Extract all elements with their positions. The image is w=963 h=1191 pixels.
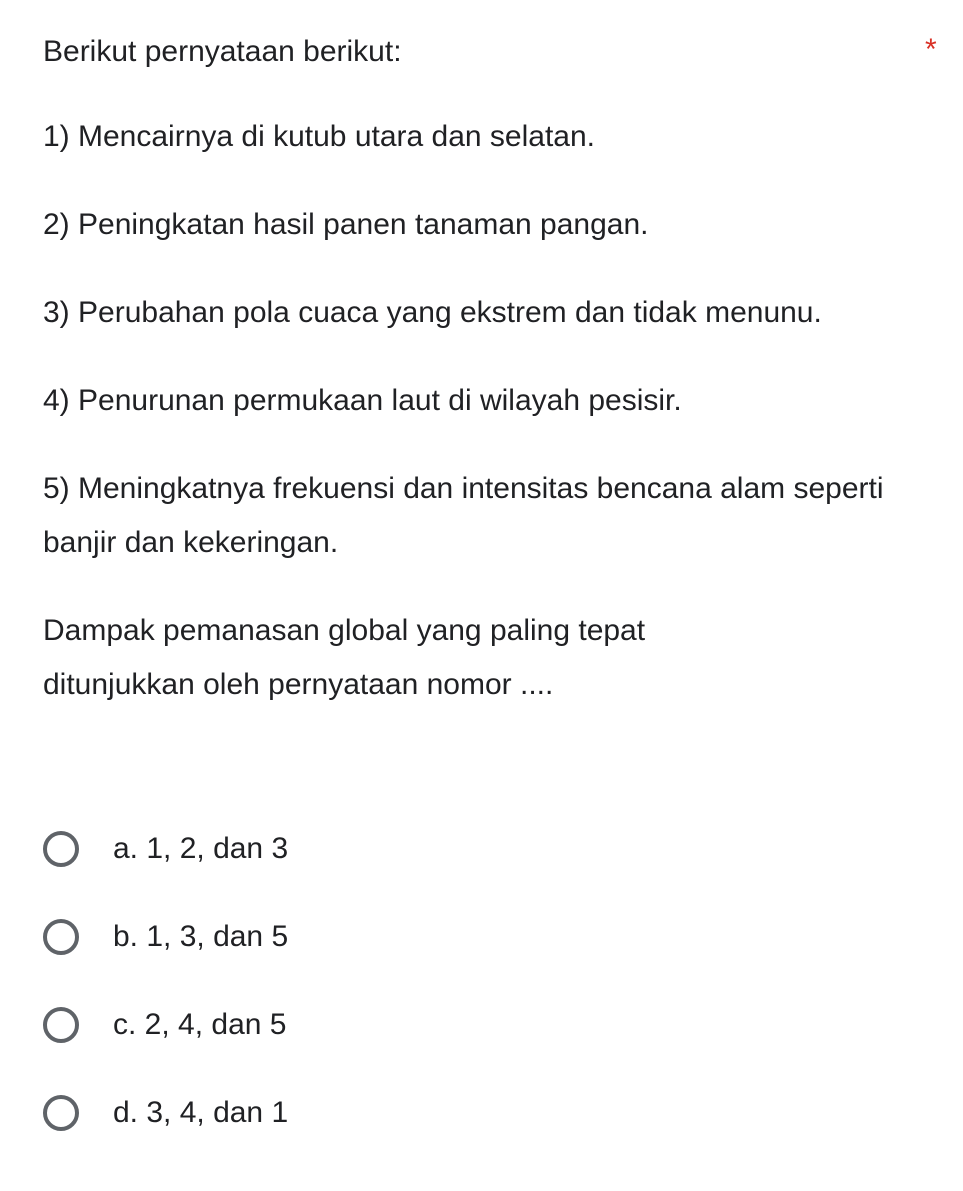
option-label: a. 1, 2, dan 3	[113, 832, 289, 865]
statement-2: 2) Peningkatan hasil panen tanaman pangan.	[43, 208, 649, 241]
option-b[interactable]	[43, 910, 923, 964]
radio-circle-icon[interactable]	[43, 1095, 79, 1131]
statement-1: 1) Mencairnya di kutub utara dan selatan.	[43, 120, 595, 153]
radio-circle-icon[interactable]	[43, 919, 79, 955]
option-label: d. 3, 4, dan 1	[113, 1096, 289, 1129]
option-d[interactable]	[43, 1086, 923, 1140]
radio-circle-icon[interactable]	[43, 831, 79, 867]
question-header	[43, 22, 937, 82]
option-c[interactable]	[43, 998, 923, 1052]
question-prompt: Dampak pemanasan global yang paling tepat ditunjukkan oleh pernyataan nomor ....	[43, 614, 646, 701]
radio-circle-icon[interactable]	[43, 1007, 79, 1043]
option-a[interactable]	[43, 822, 923, 876]
question-title: Berikut pernyataan berikut:	[43, 35, 402, 68]
required-asterisk: *	[925, 33, 937, 66]
statement-3: 3) Perubahan pola cuaca yang ekstrem dan tidak menunu.	[43, 296, 822, 329]
answer-options	[43, 822, 923, 1174]
option-label: c. 2, 4, dan 5	[113, 1008, 287, 1041]
option-label: b. 1, 3, dan 5	[113, 920, 289, 953]
statement-5: 5) Meningkatnya frekuensi dan intensitas bencana alam seperti banjir dan kekeringan.	[43, 472, 884, 559]
question-card	[43, 22, 937, 712]
statement-4: 4) Penurunan permukaan laut di wilayah pesisir.	[43, 384, 682, 417]
